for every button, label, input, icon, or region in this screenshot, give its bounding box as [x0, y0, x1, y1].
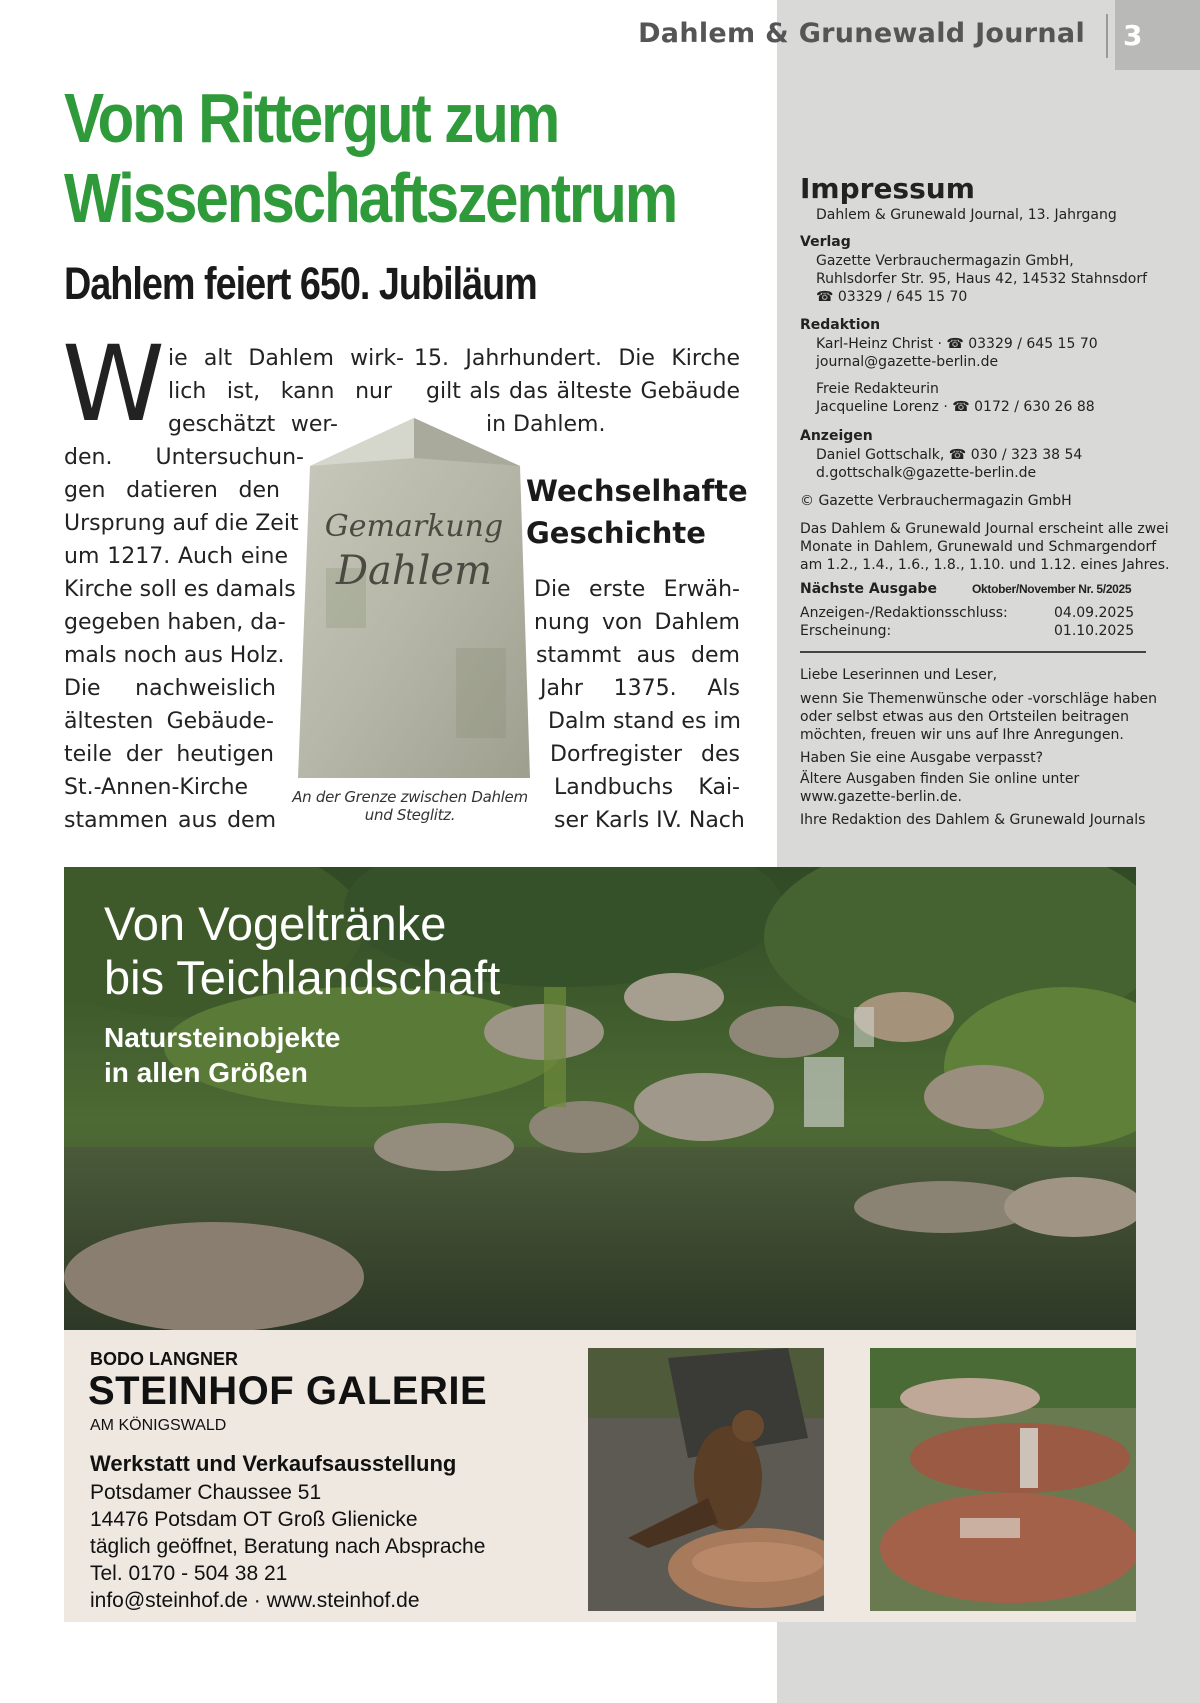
impressum-line: Gazette Verbrauchermagazin GmbH,: [816, 253, 1074, 269]
col2-line: Die erste Erwäh-: [534, 577, 740, 602]
caption-line: An der Grenze zwischen Dahlem: [292, 788, 528, 806]
impressum-line: Monate in Dahlem, Grunewald und Schmargendorf: [800, 539, 1157, 555]
release-label: Erscheinung:: [800, 623, 892, 639]
ad-subheadline: [104, 1020, 341, 1090]
boundary-stone-photo: [296, 418, 532, 778]
col2-line: gilt als das älteste Gebäude: [426, 379, 740, 404]
header-divider: [1106, 14, 1108, 58]
impressum-line: Ruhlsdorfer Str. 95, Haus 42, 14532 Stahnsdorf: [816, 271, 1148, 287]
page-number: 3: [1115, 0, 1200, 70]
section-heading-line: Geschichte: [526, 516, 706, 550]
col1-line: gegeben haben, da-: [64, 610, 286, 635]
ad-headline-line: bis Teichlandschaft: [104, 951, 501, 1004]
impressum-line: Karl-Heinz Christ · ☎ 03329 / 645 15 70: [816, 336, 1098, 352]
article-title-line: Vom Rittergut zum: [64, 79, 559, 157]
impressum-label: Redaktion: [800, 317, 881, 333]
col1-line: stammen aus dem: [64, 808, 276, 833]
impressum-line: Freie Redakteurin: [816, 381, 939, 397]
col1-line: geschätzt wer-: [168, 412, 338, 437]
ad-subheadline-line: Natursteinobjekte: [104, 1022, 341, 1053]
page-header: [0, 0, 1200, 70]
bird-on-stone-photo: [588, 1348, 824, 1611]
col2-line: Jahr 1375. Als: [540, 676, 740, 701]
stone-top-facet: [310, 418, 414, 466]
next-issue-value: Oktober/November Nr. 5/2025: [972, 582, 1132, 596]
ad-address-line: täglich geöffnet, Beratung nach Absprache: [90, 1535, 486, 1558]
deadline-value: 04.09.2025: [1054, 605, 1135, 621]
col2-line: in Dahlem.: [486, 412, 606, 437]
col2-line: Dorfregister des: [550, 742, 740, 767]
next-issue-label: Nächste Ausgabe: [800, 581, 937, 597]
col2-line: Dalm stand es im: [548, 709, 741, 734]
impressum-line: Jacqueline Lorenz · ☎ 0172 / 630 26 88: [816, 399, 1095, 415]
impressum-line: d.gottschalk@gazette-berlin.de: [816, 465, 1037, 481]
impressum-label: Verlag: [800, 234, 851, 250]
letter-line: wenn Sie Themenwünsche oder -vorschläge haben: [800, 691, 1158, 707]
ad-subheadline-line: in allen Größen: [104, 1057, 308, 1088]
letter-line: Haben Sie eine Ausgabe verpasst?: [800, 750, 1043, 766]
article-title: [64, 78, 677, 238]
impressum-title: Impressum: [800, 172, 975, 205]
col2-line: stammt aus dem: [536, 643, 740, 668]
col1-line: ältesten Gebäude-: [64, 709, 274, 734]
col2-line: Landbuchs Kai-: [554, 775, 740, 800]
col2-line: 15. Jahrhundert. Die Kirche: [414, 346, 740, 371]
caption-line: und Steglitz.: [364, 806, 456, 824]
impressum-line: Das Dahlem & Grunewald Journal erscheint alle zwei: [800, 521, 1169, 537]
ad-headline-line: Von Vogeltränke: [104, 897, 447, 950]
col1-line: gen datieren den: [64, 478, 280, 503]
letter-line: Ihre Redaktion des Dahlem & Grunewald Journals: [800, 812, 1146, 828]
col1-line: lich ist, kann nur: [168, 379, 392, 404]
section-heading: [526, 470, 748, 554]
stone-fountain-photo: [870, 1348, 1136, 1611]
col1-line: um 1217. Auch eine: [64, 544, 288, 569]
ad-location: AM KÖNIGSWALD: [90, 1417, 227, 1434]
col1-line: den. Untersuchun-: [64, 445, 304, 470]
letter-line: www.gazette-berlin.de.: [800, 789, 962, 805]
col1-line: Kirche soll es damals: [64, 577, 296, 602]
ad-tagline: Werkstatt und Verkaufsausstellung: [90, 1451, 457, 1476]
ad-owner: BODO LANGNER: [90, 1349, 238, 1369]
letter-line: Ältere Ausgaben finden Sie online unter: [800, 771, 1080, 787]
impressum-divider: [800, 651, 1146, 653]
col1-line: ie alt Dahlem wirk-: [168, 346, 404, 371]
impressum-copyright: © Gazette Verbrauchermagazin GmbH: [800, 493, 1072, 509]
stone-inscription: Dahlem: [335, 548, 493, 594]
col1-line: St.-Annen-Kirche: [64, 775, 249, 800]
col1-line: Die nachweislich: [64, 676, 276, 701]
impressum-line: journal@gazette-berlin.de: [816, 354, 999, 370]
col2-line: nung von Dahlem: [534, 610, 740, 635]
impressum-line: ☎ 03329 / 645 15 70: [816, 289, 968, 305]
ad-address-line: Potsdamer Chaussee 51: [90, 1481, 322, 1504]
impressum-line: Daniel Gottschalk, ☎ 030 / 323 38 54: [816, 447, 1083, 463]
photo-caption: [285, 788, 535, 824]
article-subtitle: Dahlem feiert 650. Jubiläum: [64, 258, 537, 309]
impressum-journal-line: Dahlem & Grunewald Journal, 13. Jahrgang: [816, 207, 1117, 223]
col1-line: teile der heutigen: [64, 742, 274, 767]
ad-contact-web: info@steinhof.de · www.steinhof.de: [90, 1589, 420, 1612]
journal-title: Dahlem & Grunewald Journal: [638, 18, 1085, 49]
ad-address-line: 14476 Potsdam OT Groß Glienicke: [90, 1508, 418, 1531]
col1-line: mals noch aus Holz.: [64, 643, 285, 668]
dropcap: W: [62, 323, 165, 445]
letter-line: möchten, freuen wir uns auf Ihre Anregungen.: [800, 727, 1124, 743]
impressum-line: am 1.2., 1.4., 1.6., 1.8., 1.10. und 1.12. eines Jahres.: [800, 557, 1170, 573]
impressum-label: Anzeigen: [800, 428, 873, 444]
col2-line: ser Karls IV. Nach: [554, 808, 745, 833]
article-title-line: Wissenschaftszentrum: [64, 159, 677, 237]
deadline-label: Anzeigen-/Redaktionsschluss:: [800, 605, 1008, 621]
ad-phone: Tel. 0170 - 504 38 21: [90, 1562, 288, 1585]
col1-line: Ursprung auf die Zeit: [64, 511, 299, 536]
letter-line: oder selbst etwas aus den Ortsteilen beitragen: [800, 709, 1130, 725]
steinhof-advertisement: [64, 867, 1136, 1622]
section-heading-line: Wechselhafte: [526, 474, 748, 508]
ad-headline: [104, 897, 500, 1005]
stone-inscription: Gemarkung: [324, 509, 504, 544]
ad-brand: STEINHOF GALERIE: [88, 1369, 488, 1413]
stone-top-facet: [414, 418, 520, 466]
release-value: 01.10.2025: [1054, 623, 1135, 639]
letter-line: Liebe Leserinnen und Leser,: [800, 667, 998, 683]
